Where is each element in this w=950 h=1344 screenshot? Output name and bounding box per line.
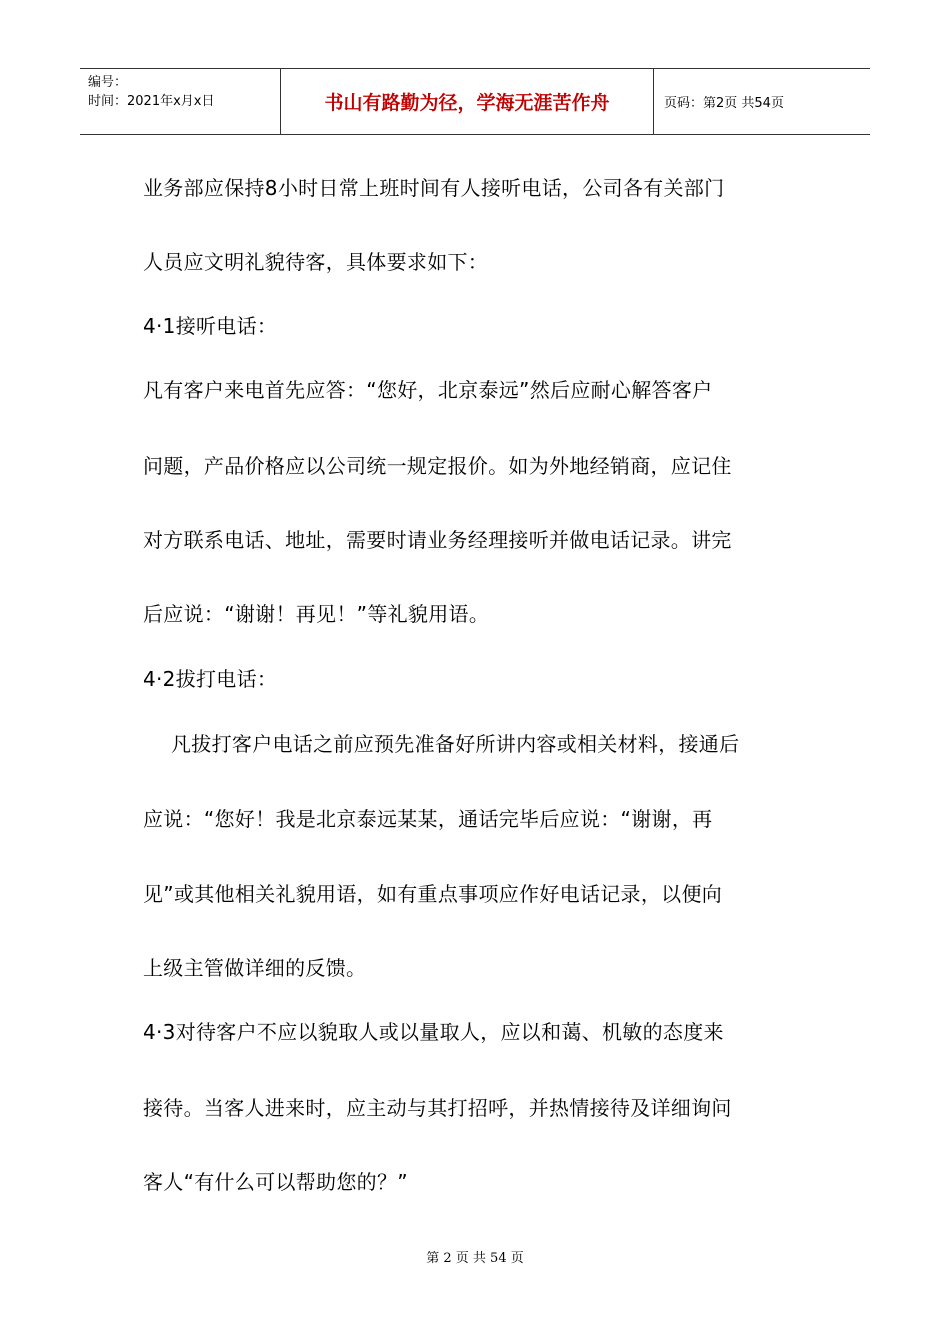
header-meta [80, 69, 281, 134]
motto-text: 书山有路勤为径，学海无涯苦作舟 [324, 92, 610, 114]
number-label: 编号： [88, 75, 128, 90]
section-heading: 4·2拔打电话： [143, 667, 278, 691]
body-line: 后应说：“谢谢！再见！”等礼貌用语。 [143, 602, 490, 626]
header-page-info [654, 69, 870, 134]
body-line: 凡拔打客户电话之前应预先准备好所讲内容或相关材料，接通后 [171, 732, 740, 756]
body-line: 应说：“您好！我是北京泰远某某，通话完毕后应说：“谢谢，再 [143, 807, 713, 831]
body-line: 客人“有什么可以帮助您的？” [143, 1170, 408, 1194]
body-line: 人员应文明礼貌待客，具体要求如下： [143, 250, 489, 274]
body-line: 见”或其他相关礼貌用语，如有重点事项应作好电话记录，以便向 [143, 882, 723, 906]
section-heading: 4·3对待客户不应以貌取人或以量取人，应以和蔼、机敏的态度来 [143, 1020, 724, 1044]
body-line: 业务部应保持8小时日常上班时间有人接听电话，公司各有关部门 [143, 176, 725, 200]
body-line: 上级主管做详细的反馈。 [143, 956, 367, 980]
page-footer [0, 1247, 950, 1266]
body-line: 凡有客户来电首先应答：“您好，北京泰远”然后应耐心解答客户 [143, 378, 713, 402]
body-line: 接待。当客人进来时，应主动与其打招呼，并热情接待及详细询问 [143, 1096, 732, 1120]
body-line: 问题，产品价格应以公司统一规定报价。如为外地经销商，应记住 [143, 454, 732, 478]
header-motto-cell [281, 69, 654, 134]
time-label: 时间：2021年x月x日 [88, 94, 215, 109]
page-info-text: 页码：第2页 共54页 [664, 96, 784, 111]
page-footer-text: 第 2 页 共 54 页 [426, 1251, 524, 1266]
page-header [80, 68, 870, 135]
section-heading: 4·1接听电话： [143, 314, 278, 338]
body-line: 对方联系电话、地址，需要时请业务经理接听并做电话记录。讲完 [143, 528, 732, 552]
